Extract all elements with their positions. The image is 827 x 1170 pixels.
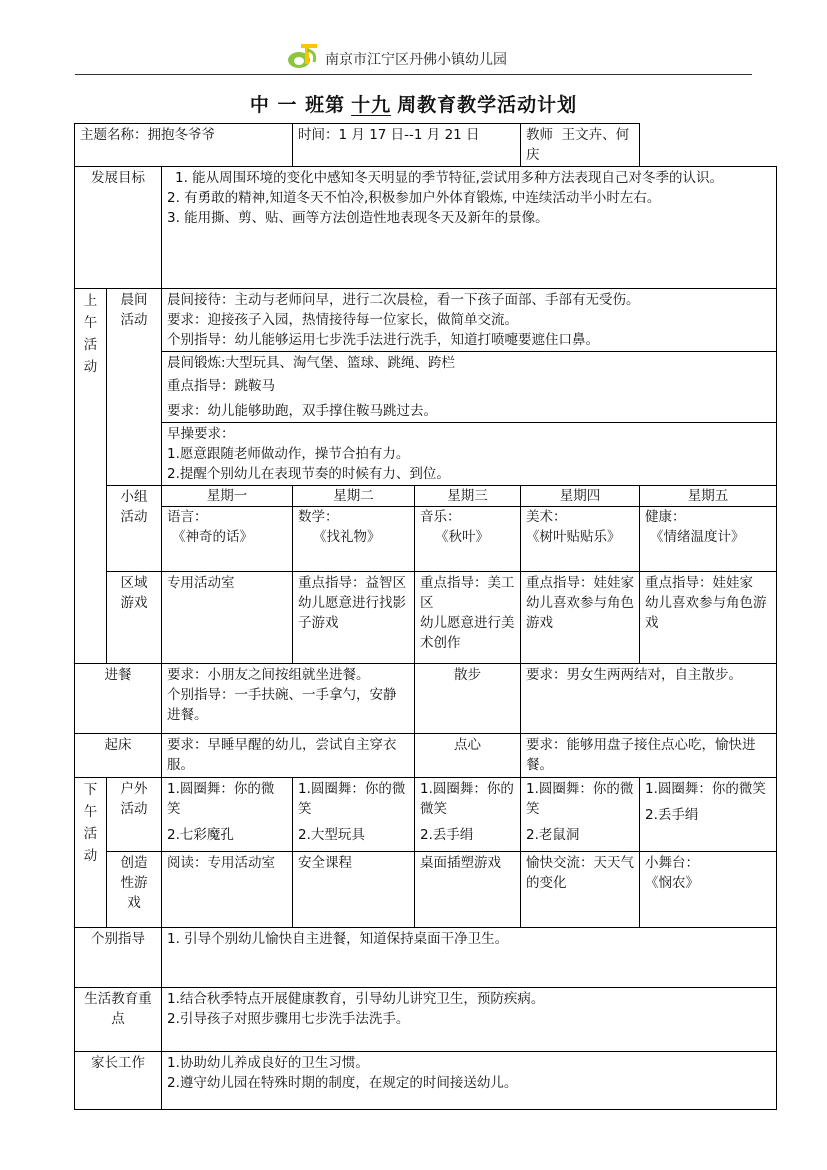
life-education-label: 生活教育重 点 <box>75 988 162 1052</box>
group-subject: 音乐： <box>420 509 461 525</box>
outdoor-day-2: 1.圆圈舞：你的微笑 2.大型玩具 <box>293 778 415 852</box>
area-game-label: 区域游戏 <box>107 572 162 664</box>
walk-content: 要求：男女生两两结对，自主散步。 <box>521 664 777 734</box>
header-divider <box>75 74 752 75</box>
group-subject: 健康： <box>645 509 686 525</box>
teacher-label: 教师 <box>526 127 554 143</box>
parent-work-content <box>162 1052 777 1110</box>
creative-day-1: 阅读：专用活动室 <box>162 852 293 928</box>
title-prefix: 中 一 班第 <box>249 94 346 116</box>
calisthenics-line: 1.愿意跟随老师做动作，操节合拍有力。 <box>167 446 410 462</box>
exercise-cell <box>162 352 777 423</box>
outdoor-day-1: 1.圆圈舞：你的微笑 2.七彩魔孔 <box>162 778 293 852</box>
creative-day-3: 桌面插塑游戏 <box>415 852 521 928</box>
group-day-4 <box>521 486 640 572</box>
calisthenics-line: 2.提醒个别幼儿在表现节奏的时候有力、到位。 <box>167 466 450 482</box>
exercise-line: 晨间锻炼:大型玩具、淘气堡、篮球、跳绳、跨栏 <box>167 355 456 371</box>
calisthenics-line: 早操要求： <box>167 426 235 442</box>
teacher-cell <box>521 124 640 167</box>
snack-content: 要求：能够用盘子接住点心吃，愉快进餐。 <box>521 734 777 778</box>
wake-label: 起床 <box>75 734 162 778</box>
area-day-4: 重点指导：娃娃家 幼儿喜欢参与角色游戏 <box>521 572 640 664</box>
outdoor-day-3: 1.圆圈舞：你的微笑 2.丢手绢 <box>415 778 521 852</box>
guidance-label: 个别指导 <box>75 928 162 988</box>
goal-item: 1. 能从周围环境的变化中感知冬天明显的季节特征,尝试用多种方法表现自己对冬季的认识。 <box>175 170 723 186</box>
parent-work-item: 2.遵守幼儿园在特殊时期的制度，在规定的时间接送幼儿。 <box>167 1075 518 1091</box>
morning-section-label: 上午活动 <box>75 289 107 664</box>
group-title: 《神奇的话》 <box>172 529 253 545</box>
dfxz-logo-icon <box>287 40 321 70</box>
day-header: 星期二 <box>293 486 414 507</box>
day-header: 星期三 <box>415 486 520 507</box>
outdoor-day-4: 1.圆圈舞：你的微笑 2.老鼠洞 <box>521 778 640 852</box>
morning-activity-label: 晨间活动 <box>107 289 162 486</box>
group-day-1 <box>162 486 293 572</box>
parent-work-item: 1.协助幼儿养成良好的卫生习惯。 <box>167 1055 369 1071</box>
day-header: 星期五 <box>640 486 776 507</box>
outdoor-day-5: 1.圆圈舞：你的微笑 2.丢手绢 <box>640 778 777 852</box>
weekly-plan-table <box>74 123 777 1110</box>
group-subject: 数学： <box>298 509 339 525</box>
group-title: 《找礼物》 <box>313 529 381 545</box>
area-day-1: 专用活动室 <box>162 572 293 664</box>
life-education-content <box>162 988 777 1052</box>
group-title: 《情绪温度计》 <box>650 529 745 545</box>
exercise-line: 重点指导：跳鞍马 <box>167 378 275 394</box>
school-name: 南京市江宁区丹佛小镇幼儿园 <box>325 52 507 68</box>
group-day-5 <box>640 486 777 572</box>
area-day-2: 重点指导：益智区 幼儿愿意进行找影子游戏 <box>293 572 415 664</box>
area-day-5: 重点指导：娃娃家 幼儿喜欢参与角色游戏 <box>640 572 777 664</box>
life-education-item: 1.结合秋季特点开展健康教育，引导幼儿讲究卫生，预防疾病。 <box>167 991 545 1007</box>
teacher-names: 王文卉、何庆 <box>526 127 630 163</box>
creative-game-label: 创造性游戏 <box>107 852 162 928</box>
reception-line: 要求：迎接孩子入园，热情接待每一位家长，做简单交流。 <box>167 312 518 328</box>
creative-day-5: 小舞台： 《悯农》 <box>640 852 777 928</box>
group-title: 《树叶贴贴乐》 <box>526 529 621 545</box>
guidance-content: 1. 引导个别幼儿愉快自主进餐，知道保持桌面干净卫生。 <box>162 928 777 988</box>
life-education-item: 2.引导孩子对照步骤用七步洗手法洗手。 <box>167 1011 410 1027</box>
group-subject: 语言： <box>167 509 208 525</box>
theme-cell: 主题名称：拥抱冬爷爷 <box>75 124 293 167</box>
parent-work-label: 家长工作 <box>75 1052 162 1110</box>
goals-content <box>162 167 777 289</box>
page-header <box>75 38 752 78</box>
group-activity-label: 小组活动 <box>107 486 162 572</box>
snack-label: 点心 <box>415 734 521 778</box>
calisthenics-cell <box>162 423 777 486</box>
day-header: 星期四 <box>521 486 639 507</box>
goals-label: 发展目标 <box>75 167 162 289</box>
meal-content: 要求：小朋友之间按组就坐进餐。 个别指导：一手扶碗、一手拿勺，安静进餐。 <box>162 664 415 734</box>
walk-label: 散步 <box>415 664 521 734</box>
creative-day-4: 愉快交流：天天气的变化 <box>521 852 640 928</box>
outdoor-activity-label: 户外活动 <box>107 778 162 852</box>
exercise-line: 要求：幼儿能够助跑，双手撑住鞍马跳过去。 <box>167 403 437 419</box>
goal-item: 2. 有勇敢的精神,知道冬天不怕冷,积极参加户外体育锻炼, 中连续活动半小时左右。 <box>167 190 661 206</box>
wake-content: 要求：早睡早醒的幼儿，尝试自主穿衣服。 <box>162 734 415 778</box>
group-subject: 美术： <box>526 509 567 525</box>
week-number: 十九 <box>351 94 392 116</box>
area-day-3: 重点指导：美工区 幼儿愿意进行美术创作 <box>415 572 521 664</box>
title-suffix: 周教育教学活动计划 <box>397 94 578 116</box>
group-title: 《秋叶》 <box>435 529 490 545</box>
meal-label: 进餐 <box>75 664 162 734</box>
goal-item: 3. 能用撕、剪、贴、画等方法创造性地表现冬天及新年的景像。 <box>167 210 549 226</box>
group-day-3 <box>415 486 521 572</box>
creative-day-2: 安全课程 <box>293 852 415 928</box>
reception-cell <box>162 289 777 352</box>
afternoon-section-label: 下午活动 <box>75 778 107 928</box>
page-title <box>0 90 827 117</box>
day-header: 星期一 <box>162 486 292 507</box>
reception-line: 晨间接待：主动与老师问早，进行二次晨检，看一下孩子面部、手部有无受伤。 <box>167 292 640 308</box>
group-day-2 <box>293 486 415 572</box>
reception-line: 个别指导：幼儿能够运用七步洗手法进行洗手，知道打喷嚏要遮住口鼻。 <box>167 332 599 348</box>
time-cell: 时间：1 月 17 日--1 月 21 日 <box>293 124 521 167</box>
